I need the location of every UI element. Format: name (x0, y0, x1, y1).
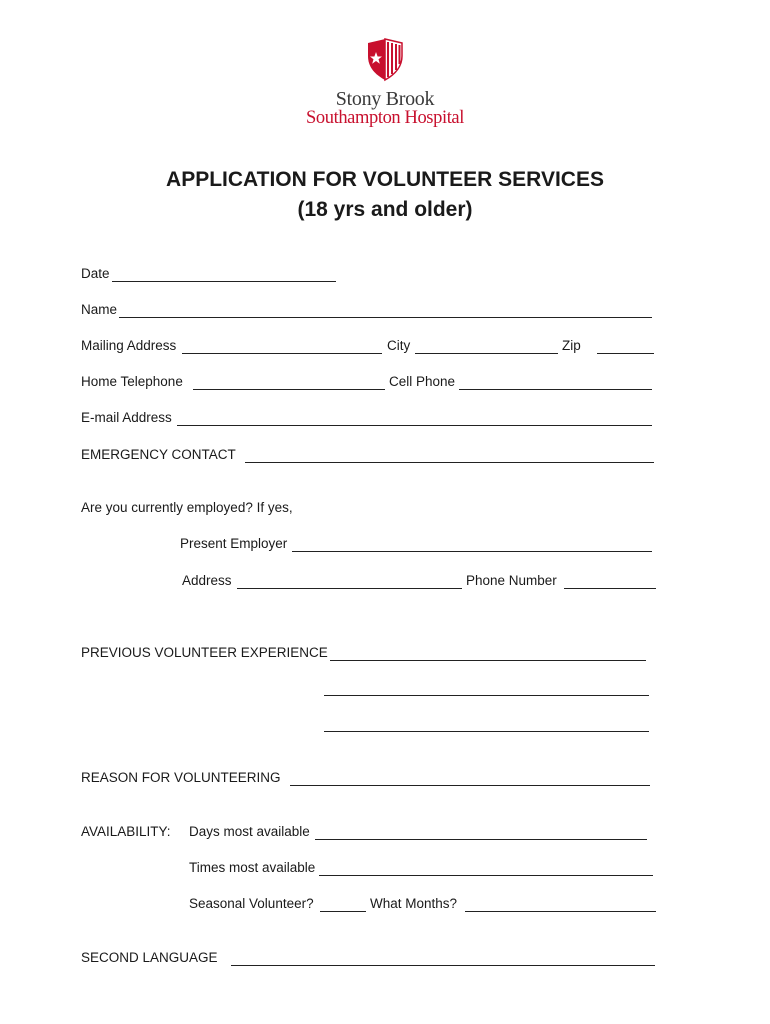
date-label: Date (81, 266, 110, 281)
employer-address-field[interactable] (237, 588, 462, 589)
present-employer-label: Present Employer (180, 536, 288, 551)
logo-line-southampton-hospital: Southampton Hospital (306, 108, 464, 128)
date-field[interactable] (112, 281, 336, 282)
form-title: APPLICATION FOR VOLUNTEER SERVICES (166, 168, 604, 191)
zip-label: Zip (562, 338, 581, 353)
employed-question: Are you currently employed? If yes, (81, 500, 293, 515)
reason-field[interactable] (290, 785, 650, 786)
previous-experience-field-3[interactable] (324, 731, 649, 732)
previous-experience-field-1[interactable] (330, 660, 646, 661)
name-field[interactable] (119, 317, 652, 318)
seasonal-volunteer-field[interactable] (320, 911, 366, 912)
shield-icon (366, 38, 404, 82)
emergency-contact-field[interactable] (245, 462, 654, 463)
employer-address-label: Address (182, 573, 232, 588)
what-months-label: What Months? (370, 896, 458, 911)
emergency-contact-label: EMERGENCY CONTACT (81, 447, 236, 462)
email-address-field[interactable] (177, 425, 652, 426)
previous-experience-label: PREVIOUS VOLUNTEER EXPERIENCE (81, 645, 328, 660)
home-telephone-field[interactable] (193, 389, 385, 390)
times-most-available-label: Times most available (189, 860, 316, 875)
phone-number-field[interactable] (564, 588, 656, 589)
city-field[interactable] (415, 353, 558, 354)
previous-experience-field-2[interactable] (324, 695, 649, 696)
zip-field[interactable] (597, 353, 654, 354)
mailing-address-field[interactable] (182, 353, 382, 354)
mailing-address-label: Mailing Address (81, 338, 177, 353)
name-label: Name (81, 302, 118, 317)
present-employer-field[interactable] (292, 551, 652, 552)
seasonal-volunteer-label: Seasonal Volunteer? (189, 896, 314, 911)
availability-label: AVAILABILITY: (81, 824, 171, 839)
what-months-field[interactable] (465, 911, 656, 912)
reason-label: REASON FOR VOLUNTEERING (81, 770, 281, 785)
form-subtitle: (18 yrs and older) (297, 198, 473, 221)
second-language-label: SECOND LANGUAGE (81, 950, 218, 965)
days-most-available-field[interactable] (315, 839, 647, 840)
phone-number-label: Phone Number (466, 573, 557, 588)
cell-phone-field[interactable] (459, 389, 652, 390)
city-label: City (387, 338, 411, 353)
email-address-label: E-mail Address (81, 410, 172, 425)
cell-phone-label: Cell Phone (389, 374, 456, 389)
home-telephone-label: Home Telephone (81, 374, 183, 389)
hospital-logo (290, 38, 480, 130)
logo-line-stony-brook: Stony Brook (335, 88, 435, 110)
days-most-available-label: Days most available (189, 824, 310, 839)
times-most-available-field[interactable] (319, 875, 653, 876)
second-language-field[interactable] (231, 965, 655, 966)
